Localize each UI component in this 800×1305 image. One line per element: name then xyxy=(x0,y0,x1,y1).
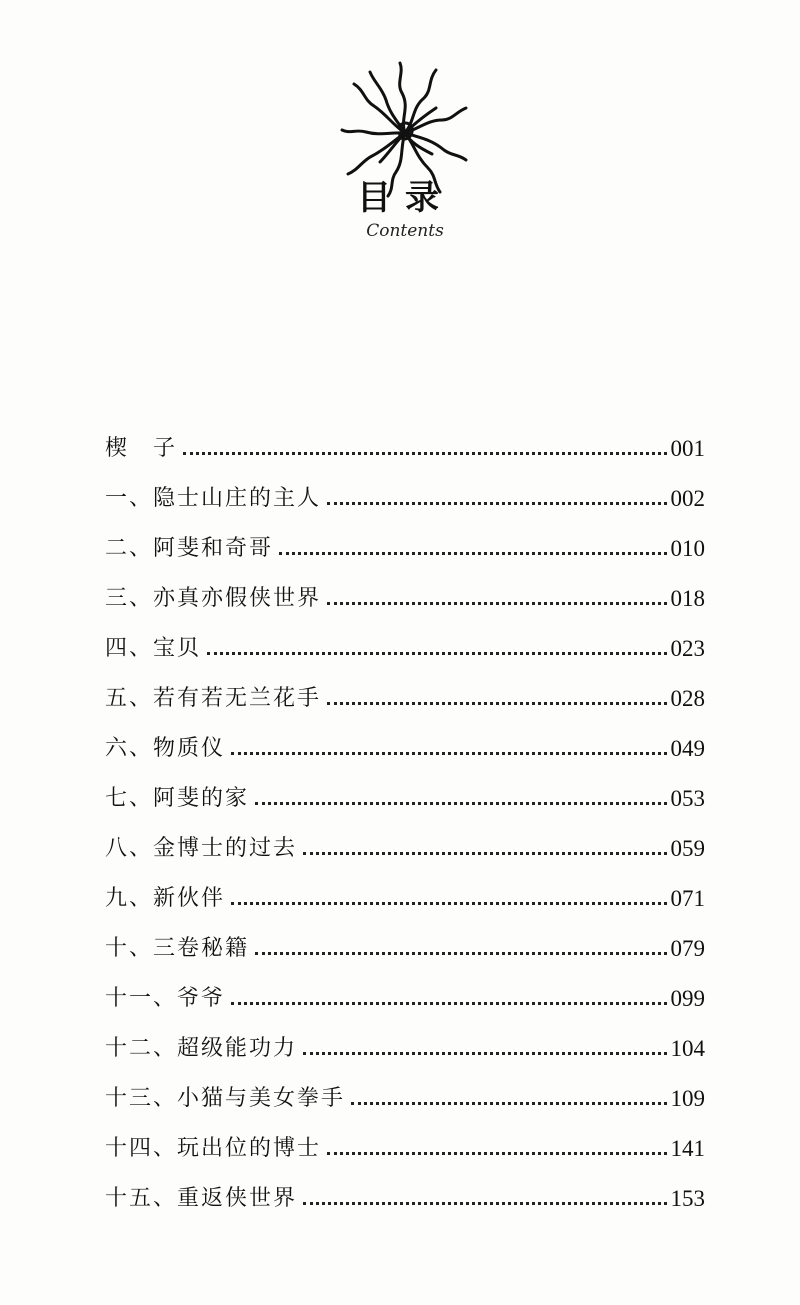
dot-leader xyxy=(303,1052,666,1055)
page-title: 目录 xyxy=(357,178,453,218)
toc-entry-title: 九、新伙伴 xyxy=(105,886,226,911)
toc-entry-page: 053 xyxy=(670,786,705,811)
toc-entry-page: 141 xyxy=(670,1136,705,1161)
dot-leader xyxy=(183,452,666,455)
toc-entry[interactable] xyxy=(105,1062,705,1112)
toc-entry-title: 四、宝贝 xyxy=(105,636,202,661)
toc-entry-page: 099 xyxy=(670,986,705,1011)
toc-entry-title: 二、阿斐和奇哥 xyxy=(105,536,274,561)
toc-entry-page: 153 xyxy=(670,1186,705,1211)
table-of-contents xyxy=(105,412,705,1212)
toc-entry-page: 010 xyxy=(670,536,705,561)
dot-leader xyxy=(303,852,666,855)
dot-leader xyxy=(327,502,666,505)
toc-entry[interactable] xyxy=(105,512,705,562)
toc-entry-title: 十一、爷爷 xyxy=(105,986,226,1011)
toc-entry-title: 三、亦真亦假侠世界 xyxy=(105,586,322,611)
toc-entry-title: 十五、重返侠世界 xyxy=(105,1186,298,1211)
toc-entry[interactable] xyxy=(105,862,705,912)
toc-entry-page: 018 xyxy=(670,586,705,611)
toc-entry-page: 049 xyxy=(670,736,705,761)
toc-entry-page: 023 xyxy=(670,636,705,661)
dot-leader xyxy=(231,752,666,755)
toc-entry[interactable] xyxy=(105,712,705,762)
dot-leader xyxy=(351,1102,666,1105)
toc-entry[interactable] xyxy=(105,412,705,462)
toc-entry[interactable] xyxy=(105,912,705,962)
toc-entry-title: 十、三卷秘籍 xyxy=(105,936,250,961)
toc-entry[interactable] xyxy=(105,762,705,812)
toc-entry-page: 079 xyxy=(670,936,705,961)
dot-leader xyxy=(207,652,666,655)
dot-leader xyxy=(303,1202,666,1205)
dot-leader xyxy=(231,1002,666,1005)
toc-entry[interactable] xyxy=(105,962,705,1012)
sun-swirl-icon xyxy=(340,58,470,198)
dot-leader xyxy=(327,602,666,605)
toc-entry[interactable] xyxy=(105,462,705,512)
toc-header xyxy=(0,40,800,241)
toc-entry-title: 七、阿斐的家 xyxy=(105,786,250,811)
page-subtitle: Contents xyxy=(366,221,444,241)
toc-entry[interactable] xyxy=(105,812,705,862)
toc-entry-title: 十三、小猫与美女拳手 xyxy=(105,1086,346,1111)
dot-leader xyxy=(327,702,666,705)
toc-entry-page: 028 xyxy=(670,686,705,711)
dot-leader xyxy=(255,802,666,805)
toc-entry-title: 一、隐士山庄的主人 xyxy=(105,486,322,511)
dot-leader xyxy=(327,1152,666,1155)
toc-entry-title: 五、若有若无兰花手 xyxy=(105,686,322,711)
dot-leader xyxy=(279,552,666,555)
toc-entry-page: 001 xyxy=(670,436,705,461)
toc-entry[interactable] xyxy=(105,612,705,662)
toc-entry[interactable] xyxy=(105,662,705,712)
toc-entry[interactable] xyxy=(105,1162,705,1212)
toc-entry-page: 109 xyxy=(670,1086,705,1111)
toc-entry-page: 002 xyxy=(670,486,705,511)
toc-entry[interactable] xyxy=(105,1012,705,1062)
toc-entry-title: 六、物质仪 xyxy=(105,736,226,761)
dot-leader xyxy=(231,902,666,905)
toc-entry-page: 071 xyxy=(670,886,705,911)
toc-entry-title: 楔 子 xyxy=(105,436,178,461)
toc-entry[interactable] xyxy=(105,1112,705,1162)
dot-leader xyxy=(255,952,666,955)
toc-entry[interactable] xyxy=(105,562,705,612)
toc-entry-title: 十四、玩出位的博士 xyxy=(105,1136,322,1161)
toc-entry-page: 104 xyxy=(670,1036,705,1061)
toc-entry-page: 059 xyxy=(670,836,705,861)
toc-entry-title: 八、金博士的过去 xyxy=(105,836,298,861)
toc-entry-title: 十二、超级能功力 xyxy=(105,1036,298,1061)
